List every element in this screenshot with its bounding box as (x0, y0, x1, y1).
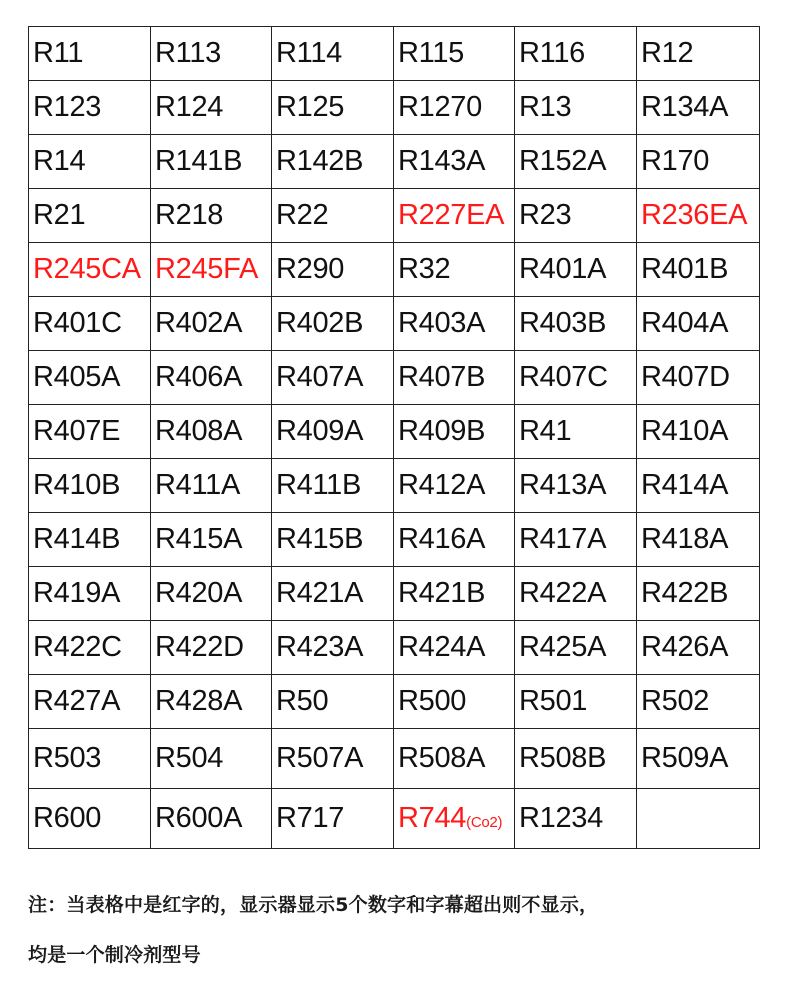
refrigerant-code: R141B (155, 145, 243, 177)
table-row (29, 351, 760, 405)
table-row (29, 243, 760, 297)
refrigerant-code: R403B (519, 307, 607, 339)
refrigerant-cell (29, 729, 151, 789)
refrigerant-code: R50 (276, 685, 329, 717)
refrigerant-cell (151, 459, 272, 513)
refrigerant-cell (637, 351, 760, 405)
refrigerant-code: R425A (519, 631, 607, 663)
refrigerant-code: R417A (519, 523, 607, 555)
refrigerant-cell (151, 351, 272, 405)
refrigerant-code: R218 (155, 199, 224, 231)
refrigerant-code: R405A (33, 361, 121, 393)
refrigerant-code: R508A (398, 742, 486, 774)
refrigerant-code: R422C (33, 631, 122, 663)
refrigerant-cell (29, 297, 151, 351)
refrigerant-code: R32 (398, 253, 451, 285)
refrigerant-cell (515, 459, 637, 513)
refrigerant-cell (151, 27, 272, 81)
refrigerant-code: R414B (33, 523, 121, 555)
refrigerant-cell (272, 27, 394, 81)
refrigerant-cell (637, 675, 760, 729)
refrigerant-cell (515, 675, 637, 729)
refrigerant-cell (151, 81, 272, 135)
refrigerant-cell (637, 513, 760, 567)
refrigerant-cell (151, 789, 272, 849)
refrigerant-cell (272, 459, 394, 513)
refrigerant-cell (637, 189, 760, 243)
refrigerant-cell (394, 729, 515, 789)
refrigerant-code: R415A (155, 523, 243, 555)
refrigerant-cell (29, 675, 151, 729)
table-row (29, 297, 760, 351)
refrigerant-code: R418A (641, 523, 729, 555)
refrigerant-cell (515, 297, 637, 351)
refrigerant-cell (272, 351, 394, 405)
refrigerant-cell (515, 189, 637, 243)
refrigerant-cell (29, 351, 151, 405)
refrigerant-cell (29, 513, 151, 567)
refrigerant-table (28, 26, 760, 849)
refrigerant-cell (394, 405, 515, 459)
refrigerant-code: R407E (33, 415, 121, 447)
refrigerant-cell (29, 459, 151, 513)
refrigerant-code: R502 (641, 685, 710, 717)
refrigerant-code: R227EA (398, 199, 505, 231)
refrigerant-code: R21 (33, 199, 86, 231)
refrigerant-code: R245CA (33, 253, 141, 285)
refrigerant-code: R422A (519, 577, 607, 609)
refrigerant-cell (29, 789, 151, 849)
refrigerant-cell (151, 189, 272, 243)
refrigerant-code: R290 (276, 253, 345, 285)
refrigerant-cell (394, 27, 515, 81)
refrigerant-code: R142B (276, 145, 364, 177)
refrigerant-code: R115 (398, 37, 464, 69)
refrigerant-code: R422D (155, 631, 244, 663)
table-row (29, 135, 760, 189)
refrigerant-cell (394, 243, 515, 297)
refrigerant-cell (637, 567, 760, 621)
refrigerant-code: R11 (33, 37, 84, 69)
refrigerant-code: R420A (155, 577, 243, 609)
refrigerant-code: R600 (33, 802, 102, 834)
table-row (29, 81, 760, 135)
refrigerant-cell (394, 675, 515, 729)
refrigerant-code: R407D (641, 361, 730, 393)
refrigerant-cell (151, 567, 272, 621)
refrigerant-cell (515, 789, 637, 849)
refrigerant-code: R415B (276, 523, 364, 555)
refrigerant-code: R236EA (641, 199, 748, 231)
refrigerant-cell (637, 789, 760, 849)
refrigerant-cell (151, 621, 272, 675)
refrigerant-code: R245FA (155, 253, 258, 285)
refrigerant-cell (637, 243, 760, 297)
refrigerant-cell (394, 567, 515, 621)
table-row (29, 567, 760, 621)
refrigerant-code: R409A (276, 415, 364, 447)
refrigerant-cell (637, 27, 760, 81)
refrigerant-cell (394, 351, 515, 405)
table-row (29, 189, 760, 243)
refrigerant-code: R428A (155, 685, 243, 717)
refrigerant-cell (515, 621, 637, 675)
refrigerant-cell (637, 135, 760, 189)
table-row (29, 27, 760, 81)
refrigerant-cell (394, 789, 515, 849)
refrigerant-cell (637, 297, 760, 351)
refrigerant-code: R143A (398, 145, 486, 177)
refrigerant-cell (151, 729, 272, 789)
refrigerant-cell (272, 243, 394, 297)
refrigerant-code: R41 (519, 415, 572, 447)
refrigerant-cell (29, 81, 151, 135)
refrigerant-code: R113 (155, 37, 221, 69)
refrigerant-code: R419A (33, 577, 121, 609)
refrigerant-cell (272, 297, 394, 351)
footnote (28, 880, 788, 980)
refrigerant-code: R116 (519, 37, 585, 69)
refrigerant-code: R421B (398, 577, 486, 609)
refrigerant-code: R411B (276, 469, 362, 501)
footnote-line-1: 注：当表格中是红字的，显示器显示5个数字和字幕超出则不显示， (28, 894, 599, 916)
refrigerant-code: R407C (519, 361, 608, 393)
refrigerant-cell (637, 459, 760, 513)
refrigerant-code: R508B (519, 742, 607, 774)
refrigerant-code: R134A (641, 91, 729, 123)
refrigerant-cell (515, 81, 637, 135)
refrigerant-code: R12 (641, 37, 694, 69)
refrigerant-cell (29, 135, 151, 189)
refrigerant-cell (515, 567, 637, 621)
refrigerant-code: R402B (276, 307, 364, 339)
refrigerant-cell (637, 621, 760, 675)
refrigerant-code: R125 (276, 91, 345, 123)
refrigerant-cell (272, 189, 394, 243)
refrigerant-cell (151, 513, 272, 567)
refrigerant-code: R1270 (398, 91, 482, 123)
refrigerant-cell (394, 621, 515, 675)
refrigerant-code: R123 (33, 91, 102, 123)
refrigerant-cell (272, 405, 394, 459)
refrigerant-cell (29, 567, 151, 621)
refrigerant-table-body (29, 27, 760, 849)
table-row (29, 675, 760, 729)
refrigerant-code: R23 (519, 199, 572, 231)
refrigerant-cell (272, 135, 394, 189)
refrigerant-code: R124 (155, 91, 224, 123)
refrigerant-code: R409B (398, 415, 486, 447)
refrigerant-cell (151, 297, 272, 351)
refrigerant-code: R424A (398, 631, 486, 663)
refrigerant-code: R410B (33, 469, 121, 501)
refrigerant-code: R401A (519, 253, 607, 285)
refrigerant-code: R14 (33, 145, 86, 177)
refrigerant-cell (29, 243, 151, 297)
refrigerant-code: R403A (398, 307, 486, 339)
refrigerant-code: R401C (33, 307, 122, 339)
refrigerant-cell (151, 243, 272, 297)
refrigerant-code: R509A (641, 742, 729, 774)
refrigerant-code: R170 (641, 145, 710, 177)
refrigerant-code: R13 (519, 91, 572, 123)
refrigerant-cell (394, 189, 515, 243)
refrigerant-cell (151, 135, 272, 189)
refrigerant-code-suffix: (Co2) (466, 814, 503, 831)
refrigerant-cell (29, 621, 151, 675)
refrigerant-cell (272, 81, 394, 135)
refrigerant-code: R503 (33, 742, 102, 774)
refrigerant-code: R422B (641, 577, 729, 609)
refrigerant-cell (515, 729, 637, 789)
refrigerant-cell (515, 243, 637, 297)
refrigerant-code: R744 (398, 802, 467, 834)
refrigerant-cell (29, 27, 151, 81)
refrigerant-code: R408A (155, 415, 243, 447)
refrigerant-cell (272, 789, 394, 849)
refrigerant-code: R416A (398, 523, 486, 555)
refrigerant-cell (637, 405, 760, 459)
refrigerant-code: R402A (155, 307, 243, 339)
refrigerant-code: R114 (276, 37, 342, 69)
refrigerant-cell (272, 567, 394, 621)
refrigerant-cell (151, 405, 272, 459)
refrigerant-code: R423A (276, 631, 364, 663)
table-row (29, 789, 760, 849)
refrigerant-code: R427A (33, 685, 121, 717)
refrigerant-cell (394, 135, 515, 189)
refrigerant-code: R421A (276, 577, 364, 609)
refrigerant-cell (515, 135, 637, 189)
refrigerant-cell (515, 27, 637, 81)
refrigerant-cell (394, 513, 515, 567)
refrigerant-code: R717 (276, 802, 345, 834)
table-row (29, 729, 760, 789)
refrigerant-cell (272, 675, 394, 729)
refrigerant-cell (637, 81, 760, 135)
refrigerant-cell (637, 729, 760, 789)
refrigerant-code: R407A (276, 361, 364, 393)
refrigerant-code: R152A (519, 145, 607, 177)
refrigerant-cell (394, 459, 515, 513)
refrigerant-cell (515, 405, 637, 459)
refrigerant-code: R401B (641, 253, 729, 285)
refrigerant-code: R413A (519, 469, 607, 501)
refrigerant-cell (272, 729, 394, 789)
refrigerant-code: R407B (398, 361, 486, 393)
refrigerant-code: R426A (641, 631, 729, 663)
refrigerant-code: R600A (155, 802, 243, 834)
refrigerant-cell (29, 189, 151, 243)
table-row (29, 513, 760, 567)
refrigerant-code: R1234 (519, 802, 603, 834)
refrigerant-cell (515, 351, 637, 405)
table-row (29, 621, 760, 675)
refrigerant-code: R500 (398, 685, 467, 717)
refrigerant-cell (515, 513, 637, 567)
table-row (29, 459, 760, 513)
refrigerant-code: R22 (276, 199, 329, 231)
table-row (29, 405, 760, 459)
refrigerant-cell (29, 405, 151, 459)
refrigerant-cell (272, 513, 394, 567)
refrigerant-cell (151, 675, 272, 729)
refrigerant-cell (394, 297, 515, 351)
refrigerant-cell (394, 81, 515, 135)
refrigerant-cell (272, 621, 394, 675)
refrigerant-code: R504 (155, 742, 224, 774)
footnote-line-2: 均是一个制冷剂型号 (28, 944, 201, 966)
refrigerant-code: R507A (276, 742, 364, 774)
refrigerant-code: R411A (155, 469, 241, 501)
refrigerant-code: R412A (398, 469, 486, 501)
refrigerant-code: R501 (519, 685, 588, 717)
refrigerant-code: R404A (641, 307, 729, 339)
refrigerant-code: R410A (641, 415, 729, 447)
refrigerant-code: R414A (641, 469, 729, 501)
refrigerant-code: R406A (155, 361, 243, 393)
